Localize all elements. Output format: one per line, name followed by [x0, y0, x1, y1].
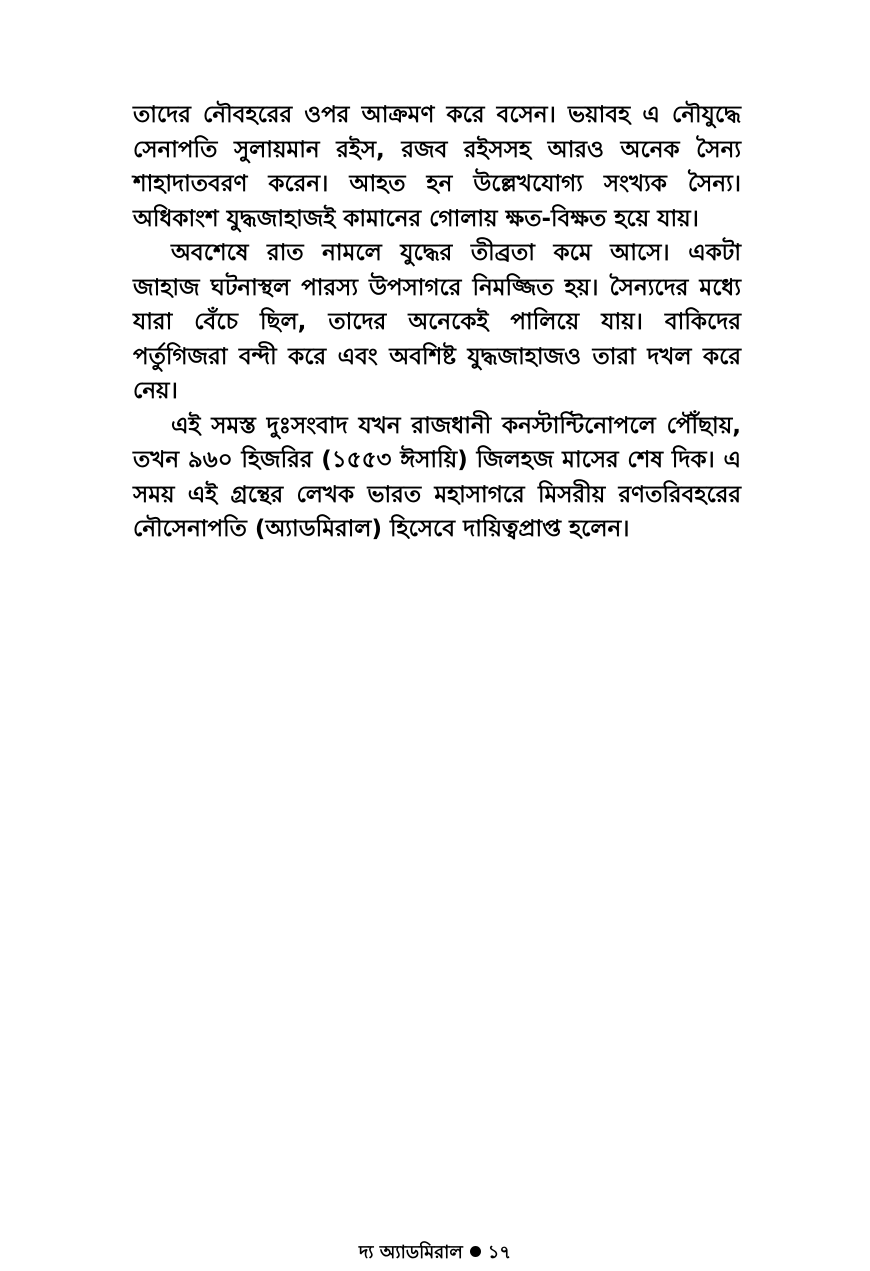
body-text [133, 98, 741, 547]
bullet-separator-icon [470, 1246, 481, 1257]
running-title: দ্য অ্যাডমিরাল [358, 1242, 463, 1263]
page-footer [0, 1238, 870, 1269]
paragraph-1: তাদের নৌবহরের ওপর আক্রমণ করে বসেন। ভয়াবহ এ নৌযুদ্ধে সেনাপতি সুলায়মান রইস, রজব রইসসহ আরও অনেক সৈন্য শাহাদাতবরণ করেন। আহত হন উল্লেখযোগ্য সংখ্যক সৈন্য। অধিকাংশ যুদ্ধজাহাজই কামানের গোলায় ক্ষত-বিক্ষত হয়ে যায়। [133, 102, 741, 232]
paragraph-2: অবশেষে রাত নামলে যুদ্ধের তীব্রতা কমে আসে। একটা জাহাজ ঘটনাস্থল পারস্য উপসাগরে নিমজ্জিত হয়। সৈন্যদের মধ্যে যারা বেঁচে ছিল, তাদের অনেকেই পালিয়ে যায়। বাকিদের পর্তুগিজরা বন্দী করে এবং অবশিষ্ট যুদ্ধজাহাজও তারা দখল করে নেয়। [133, 240, 741, 404]
page-number: ১৭ [487, 1242, 512, 1263]
paragraph-3: এই সমস্ত দুঃসংবাদ যখন রাজধানী কনস্টান্টিনোপলে পৌঁছায়, তখন ৯৬০ হিজরির (১৫৫৩ ঈসায়ি) জিলহজ মাসের শেষ দিক। এ সময় এই গ্রন্থের লেখক ভারত মহাসাগরে মিসরীয় রণতরিবহরের নৌসেনাপতি (অ্যাডমিরাল) হিসেবে দায়িত্বপ্রাপ্ত হলেন। [133, 412, 741, 542]
